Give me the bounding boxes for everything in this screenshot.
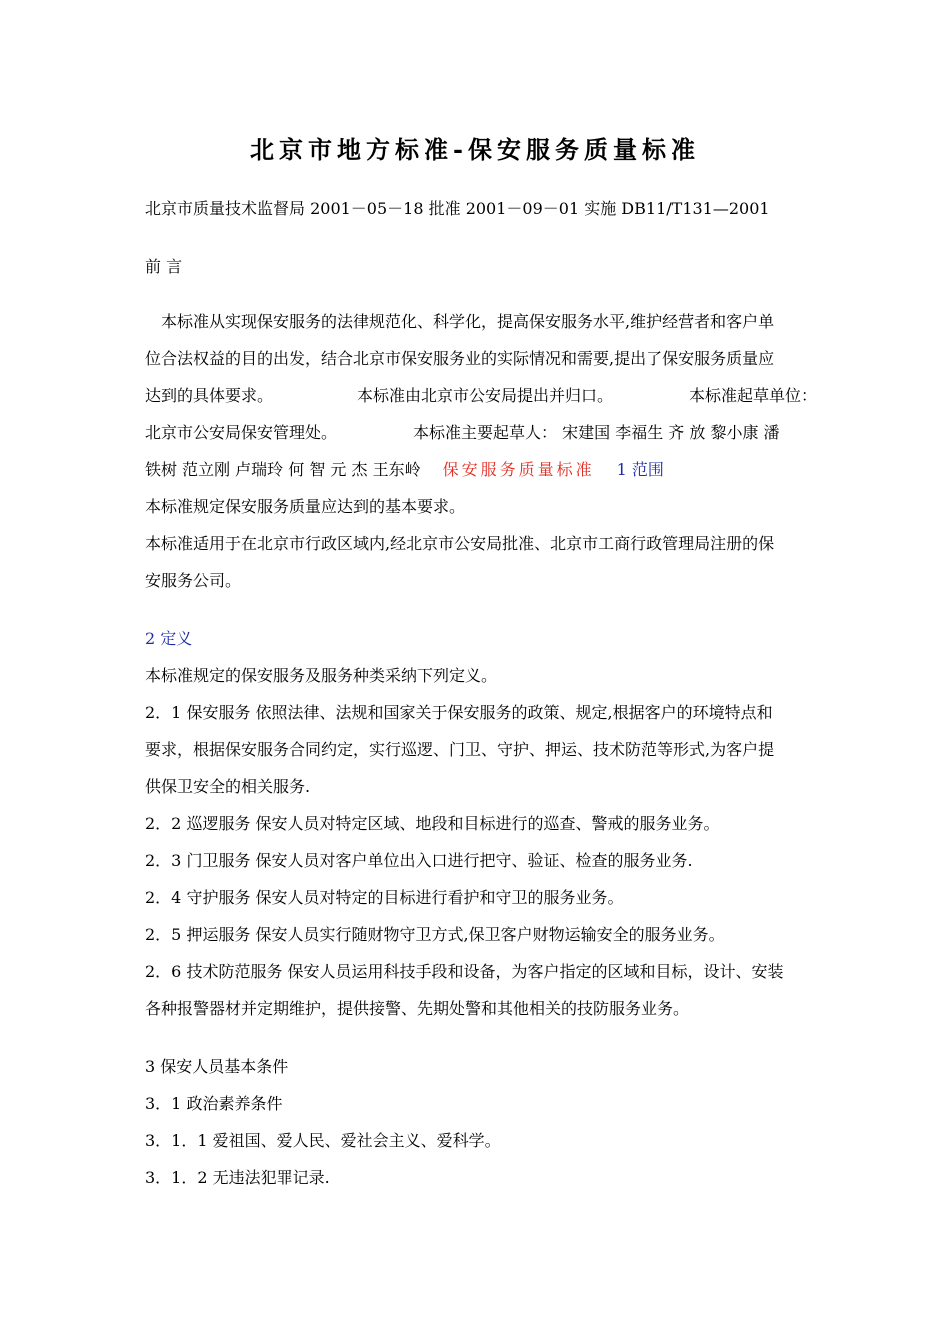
approval-info: 北京市质量技术监督局 2001－05－18 批准 2001－09－01 实施 DB11/T131—2001 bbox=[145, 199, 770, 218]
foreword-line-3a: 达到的具体要求。 bbox=[145, 386, 274, 405]
foreword-line-1: 本标准从实现保安服务的法律规范化、科学化，提高保安服务水平,维护经营者和客户单 bbox=[161, 312, 775, 331]
section-3-1-1: 3．1．1 爱祖国、爱人民、爱社会主义、爱科学。 bbox=[145, 1131, 501, 1150]
foreword-line-3c: 本标准起草单位： bbox=[689, 386, 818, 405]
foreword-line-5 bbox=[145, 459, 664, 481]
definition-2-6-line-2: 各种报警器材并定期维护，提供接警、先期处警和其他相关的技防服务业务。 bbox=[145, 999, 690, 1018]
section-3-1: 3．1 政治素养条件 bbox=[145, 1094, 283, 1113]
definition-2-1-line-3: 供保卫安全的相关服务. bbox=[145, 777, 311, 796]
foreword-line-3b: 本标准由北京市公安局提出并归口。 bbox=[357, 386, 614, 405]
foreword-line-4b: 本标准主要起草人： 宋建国 李福生 齐 放 黎小康 潘 bbox=[413, 423, 780, 442]
foreword-line-2: 位合法权益的目的出发，结合北京市保安服务业的实际情况和需要,提出了保安服务质量应 bbox=[145, 349, 775, 368]
foreword-line-4a: 北京市公安局保安管理处。 bbox=[145, 423, 338, 442]
definition-2-6-line-1: 2．6 技术防范服务 保安人员运用科技手段和设备，为客户指定的区域和目标，设计、安装 bbox=[145, 962, 784, 981]
section-3-heading: 3 保安人员基本条件 bbox=[145, 1057, 289, 1076]
foreword-line-4 bbox=[145, 422, 780, 444]
section-3-1-2: 3．1．2 无违法犯罪记录. bbox=[145, 1168, 330, 1187]
foreword-line-5a: 铁树 范立刚 卢瑞玲 何 智 元 杰 王东岭 bbox=[145, 460, 421, 479]
standard-name-red: 保安服务质量标准 bbox=[442, 460, 595, 479]
scope-paragraph-2b: 安服务公司。 bbox=[145, 571, 242, 590]
scope-paragraph-2a: 本标准适用于在北京市行政区域内,经北京市公安局批准、北京市工商行政管理局注册的保 bbox=[145, 534, 775, 553]
definitions-intro: 本标准规定的保安服务及服务种类采纳下列定义。 bbox=[145, 666, 498, 685]
definition-2-4: 2．4 守护服务 保安人员对特定的目标进行看护和守卫的服务业务。 bbox=[145, 888, 624, 907]
scope-heading: 1 范围 bbox=[616, 460, 664, 479]
foreword-heading: 前 言 bbox=[145, 257, 183, 276]
scope-paragraph-1: 本标准规定保安服务质量应达到的基本要求。 bbox=[145, 497, 466, 516]
definition-2-1-line-2: 要求，根据保安服务合同约定，实行巡逻、门卫、守护、押运、技术防范等形式,为客户提 bbox=[145, 740, 775, 759]
foreword-line-3 bbox=[145, 385, 817, 407]
definition-2-1-line-1: 2．1 保安服务 依照法律、法规和国家关于保安服务的政策、规定,根据客户的环境特点和 bbox=[145, 703, 773, 722]
definitions-heading: 2 定义 bbox=[145, 629, 193, 648]
definition-2-5: 2．5 押运服务 保安人员实行随财物守卫方式,保卫客户财物运输安全的服务业务。 bbox=[145, 925, 725, 944]
document-title: 北京市地方标准-保安服务质量标准 bbox=[250, 135, 700, 164]
definition-2-3: 2．3 门卫服务 保安人员对客户单位出入口进行把守、验证、检查的服务业务. bbox=[145, 851, 693, 870]
definition-2-2: 2．2 巡逻服务 保安人员对特定区域、地段和目标进行的巡查、警戒的服务业务。 bbox=[145, 814, 720, 833]
